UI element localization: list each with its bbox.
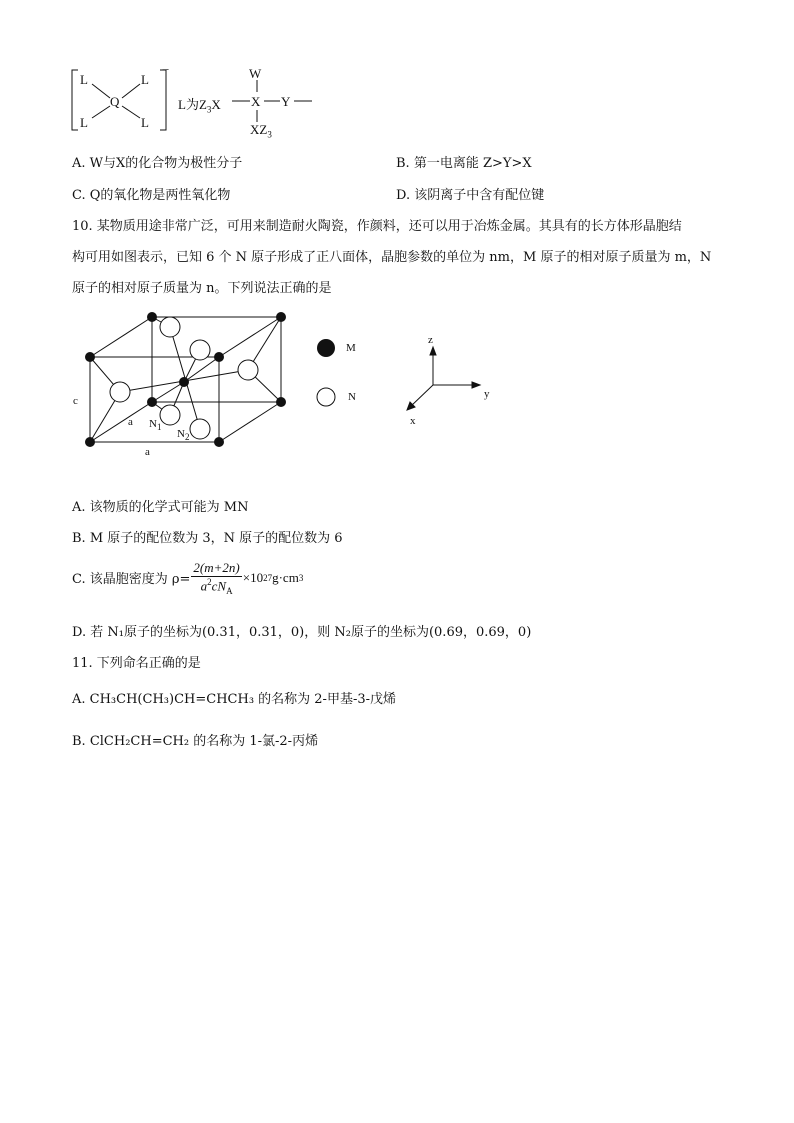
chain-center-x: X	[251, 94, 261, 109]
label-n1-text: N	[149, 418, 157, 430]
label-n1	[149, 418, 161, 432]
option-c-prefix: C. 该晶胞密度为 ρ=	[72, 572, 191, 588]
label-n2-text: N	[177, 428, 185, 440]
axis-x-label: x	[410, 415, 416, 427]
m-atom	[85, 437, 95, 447]
chain-x-left: X	[211, 97, 221, 112]
bottom-atom: XZ	[250, 122, 268, 137]
axis-z-label: z	[428, 334, 433, 346]
q10-option-a: A. 该物质的化学式可能为 MN	[72, 500, 249, 515]
q10-option-b: B. M 原子的配位数为 3，N 原子的配位数为 6	[72, 531, 343, 546]
ligand-definition	[178, 94, 221, 115]
q9-option-a: A. W与X的化合物为极性分子	[72, 156, 243, 171]
q10-stem-line1: 10. 某物质用途非常广泛，可用来制造耐火陶瓷，作颜料，还可以用于冶炼金属。其具有的长方体形晶胞结	[72, 219, 682, 234]
q11-option-a: A. CH₃CH(CH₃)CH=CHCH₃ 的名称为 2-甲基-3-戊烯	[72, 692, 397, 707]
den-a: a	[200, 578, 208, 594]
label-n2-sub: 2	[184, 432, 190, 443]
ligand-def-prefix: L为	[178, 97, 199, 112]
density-fraction	[191, 560, 241, 596]
chain-z-sub: 3	[206, 104, 212, 115]
ligand-l-3: L	[80, 115, 88, 130]
legend-m-symbol	[317, 339, 335, 357]
density-numerator: 2(m+2n)	[193, 560, 240, 575]
option-c-suffix: ×10	[242, 569, 264, 585]
q11-option-b: B. ClCH₂CH=CH₂ 的名称为 1-氯-2-丙烯	[72, 734, 319, 749]
option-c-unit-exp: 3	[298, 572, 304, 583]
q9-option-d: D. 该阴离子中含有配位键	[396, 188, 545, 203]
option-c-exp: 27	[263, 572, 273, 583]
label-c: c	[73, 395, 78, 407]
ligand-chain-bonds	[230, 64, 320, 136]
bottom-group	[250, 122, 272, 140]
n-atom-upper	[190, 340, 210, 360]
axes-diagram	[407, 347, 480, 410]
q10-option-d: D. 若 N₁原子的坐标为(0.31，0.31，0)，则 N₂原子的坐标为(0.69，0.69，0)	[72, 625, 532, 640]
chain-y: Y	[281, 94, 291, 109]
label-n2	[177, 428, 189, 442]
ligand-l-4: L	[141, 115, 149, 130]
n-atom-n2	[190, 419, 210, 439]
legend-m-label: M	[346, 342, 356, 354]
legend-n-symbol	[317, 388, 335, 406]
unit-cell-figure	[60, 305, 580, 465]
axis-y-label: y	[484, 388, 490, 400]
anion-charge: −	[162, 62, 170, 77]
n-atom-left	[110, 382, 130, 402]
m-atom	[85, 352, 95, 362]
q10-stem-line2: 构可用如图表示，已知 6 个 N 原子形成了正八面体，晶胞参数的单位为 nm，M 原子的相对原子质量为 m，N	[72, 250, 712, 265]
q9-option-c: C. Q的氧化物是两性氧化物	[72, 188, 231, 203]
option-c-unit: g·cm	[272, 569, 299, 585]
legend-n-label: N	[348, 391, 356, 403]
q10-option-c	[72, 560, 303, 596]
ligand-l-2: L	[141, 72, 149, 87]
bottom-sub: 3	[267, 129, 272, 140]
top-atom-w: W	[249, 66, 262, 81]
m-atom	[214, 352, 224, 362]
ligand-l-1: L	[80, 72, 88, 87]
m-atom-center	[179, 377, 189, 387]
n-atom-right	[238, 360, 258, 380]
q9-option-b: B. 第一电离能 Z>Y>X	[396, 156, 532, 171]
den-rest: cN	[211, 578, 227, 594]
m-atoms	[85, 312, 286, 447]
label-a-inner: a	[128, 416, 133, 428]
q11-stem: 11. 下列命名正确的是	[72, 656, 201, 671]
label-a-bottom: a	[145, 446, 150, 458]
label-n1-sub: 1	[156, 422, 162, 433]
density-denominator: $a^2cN_A$	[200, 577, 233, 596]
m-atom	[276, 312, 286, 322]
chain-z: Z	[198, 97, 207, 112]
q10-stem-line3: 原子的相对原子质量为 n。下列说法正确的是	[72, 281, 332, 296]
n-atom-top	[160, 317, 180, 337]
central-atom-q: Q	[110, 94, 120, 109]
m-atom	[147, 312, 157, 322]
m-atom	[147, 397, 157, 407]
den-sub: A	[226, 585, 233, 596]
m-atom	[276, 397, 286, 407]
m-atom	[214, 437, 224, 447]
n-atom-n1	[160, 405, 180, 425]
